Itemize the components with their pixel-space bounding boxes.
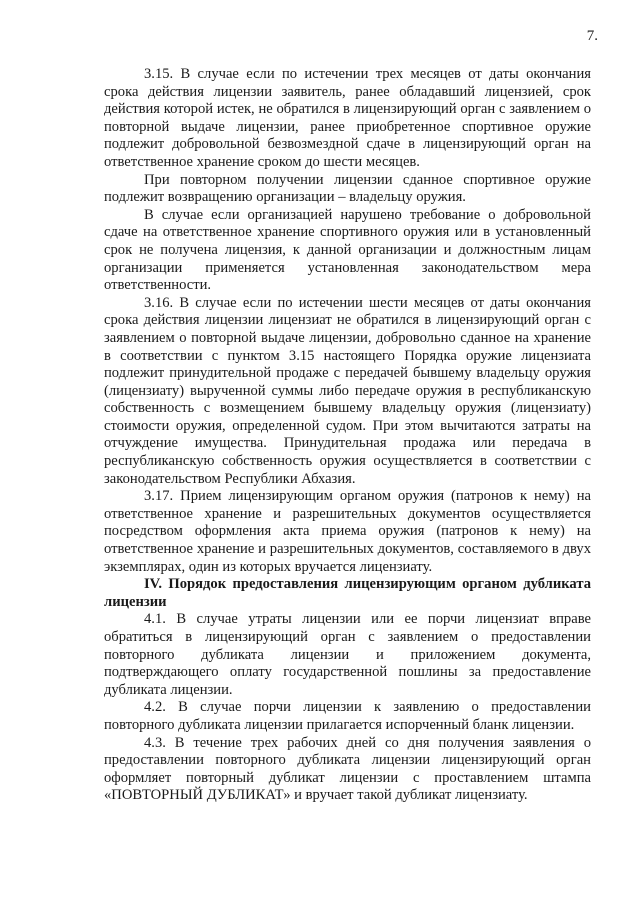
section-heading: IV. Порядок предоставления лицензирующим органом дубликата лицензии xyxy=(104,576,591,610)
paragraph-return-weapon: При повторном получении лицензии сданное спортивное оружие подлежит возвращению организации – владельцу оружия. xyxy=(104,171,591,206)
paragraph-violation: В случае если организацией нарушено требование о добровольной сдаче на ответственное хранение спортивного оружия или в установленный срок не получена лицензия, к данной организации и должностным лицам организации применяется установленная законодательством мера ответственности. xyxy=(104,206,591,294)
paragraph-4-1: 4.1. В случае утраты лицензии или ее порчи лицензиат вправе обратиться в лицензирующий орган с заявлением о предоставлении повторного дубликата лицензии и приложением документа, подтверждающего оплату государственной пошлины за предоставление дубликата лицензии. xyxy=(104,611,591,698)
document-body xyxy=(104,66,591,805)
paragraph-4-3: 4.3. В течение трех рабочих дней со дня получения заявления о предоставлении повторного дубликата лицензии лицензирующий орган оформляет повторный дубликат лицензии с проставлением штампа «ПОВТОРНЫЙ ДУБЛИКАТ» и вручает такой дубликат лицензиату. xyxy=(104,734,591,804)
paragraph-3-15: 3.15. В случае если по истечении трех месяцев от даты окончания срока действия лицензии заявитель, ранее обладавший лицензией, срок действия которой истек, не обратился в лицензирующий орган с заявлением о повторной выдаче лицензии, ранее приобретенное спортивное оружие подлежит добровольной безвозмездной сдаче в лицензирующий орган на ответственное хранение сроком до шести месяцев. xyxy=(104,66,591,170)
page-number: 7. xyxy=(586,28,598,44)
paragraph-3-17: 3.17. Прием лицензирующим органом оружия (патронов к нему) на ответственное хранение и разрешительных документов осуществляется посредством оформления акта приема оружия (патронов к нему) на ответственное хранение и разрешительных документов, составляемого в двух экземплярах, один из которых вручается лицензиату. xyxy=(104,488,591,575)
paragraph-4-2: 4.2. В случае порчи лицензии к заявлению о предоставлении повторного дубликата лицензии прилагается испорченный бланк лицензии. xyxy=(104,699,591,733)
paragraph-3-16: 3.16. В случае если по истечении шести месяцев от даты окончания срока действия лицензии лицензиат не обратился в лицензирующий орган с заявлением о повторной выдаче лицензии, добровольно сданное на хранение в соответствии с пунктом 3.15 настоящего Порядка оружие лицензиата подлежит принудительной продаже с передачей бывшему владельцу оружия (лицензиату) вырученной суммы либо передаче оружия в республиканскую собственность с возмещением бывшему владельцу оружия (лицензиату) стоимости оружия, определенной судом. При этом вычитаются затраты на отчуждение имущества. Принудительная продажа или передача в республиканскую собственность оружия осуществляется в соответствии с законодательством Республики Абхазия. xyxy=(104,294,591,487)
